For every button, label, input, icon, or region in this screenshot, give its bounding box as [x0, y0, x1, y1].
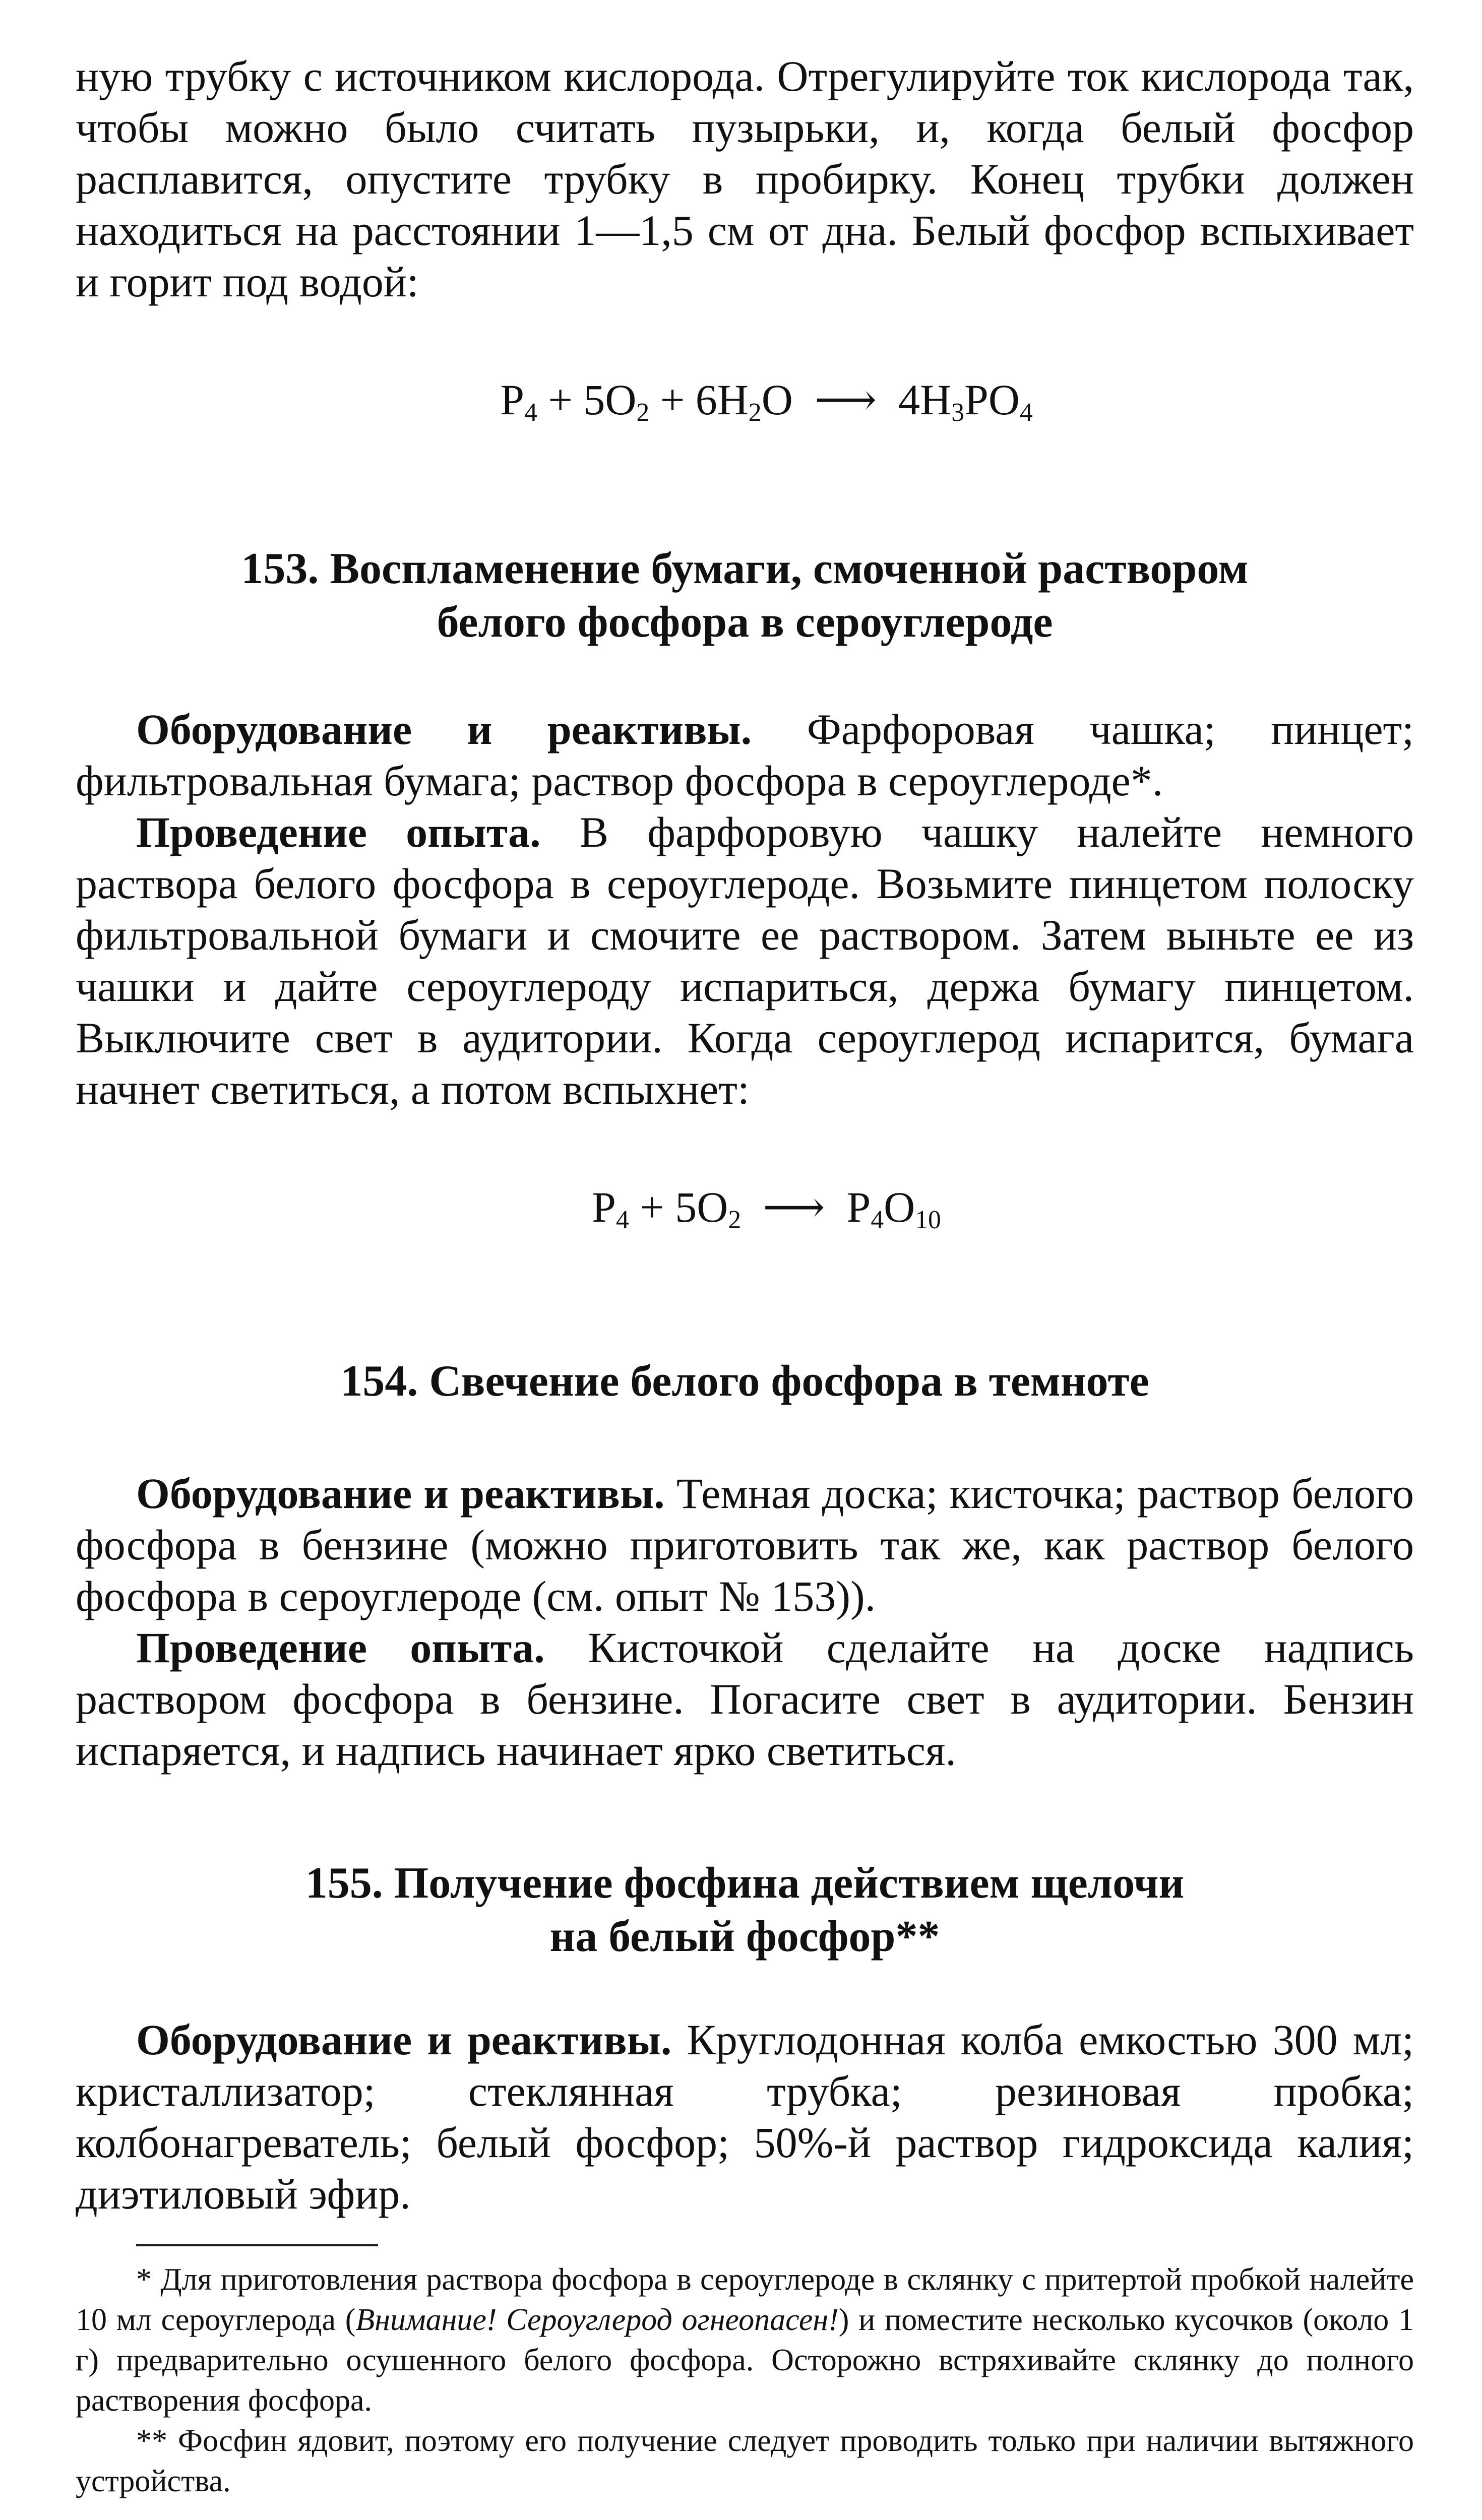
- procedure-label: Проведение опыта.: [136, 808, 541, 856]
- section-155-equipment: Оборудование и реактивы. Круглодонная колба емкостью 300 мл; кристаллизатор; стеклянная трубка; резиновая пробка; колбонагреватель; белый фосфор; 50%-й раствор гидроксида калия; диэтиловый эфир.: [76, 2015, 1414, 2218]
- section-155-title: 155. Получение фосфина действием щелочи на белый фосфор**: [305, 1859, 1185, 1961]
- section-154-title: 154. Свечение белого фосфора в темноте: [340, 1357, 1149, 1406]
- footnote-divider: [136, 2244, 378, 2246]
- section-154-equipment: Оборудование и реактивы. Темная доска; кисточка; раствор белого фосфора в бензине (можно приготовить так же, как раствор белого фосфора в сероуглероде (см. опыт № 153)).: [76, 1469, 1414, 1620]
- reaction-arrow-icon: ⟶: [741, 1183, 847, 1231]
- section-153-title: 153. Воспламенение бумаги, смоченной раствором белого фосфора в сероуглероде: [241, 544, 1249, 647]
- section-153-procedure: Проведение опыта. В фарфоровую чашку налейте немного раствора белого фосфора в сероуглероде. Возьмите пинцетом полоску фильтровальной бумаги и смочите ее раствором. Затем выньте ее из чашки и дайте сероуглероду испариться, держа бумагу пинцетом. Выключите свет в аудитории. Когда сероуглерод испарится, бумага начнет светиться, а потом вспыхнет:: [76, 808, 1414, 1113]
- equation-phosphorus-oxide: $P_4 + 5O_2$ ⟶ $P_4O_{10}$: [76, 1130, 1414, 1284]
- equation-phosphoric-acid: $P_4 + 5O_2 + 6H_2O$ ⟶ $4H_3PO_4$: [76, 323, 1414, 477]
- footnote-2: ** Фосфин ядовит, поэтому его получение следует проводить только при наличии вытяжного устройства.: [76, 2424, 1414, 2498]
- reaction-arrow-icon: ⟶: [792, 375, 899, 424]
- section-153-equipment: Оборудование и реактивы. Фарфоровая чашка; пинцет; фильтровальная бумага; раствор фосфора в сероуглероде*.: [76, 705, 1414, 805]
- procedure-label: Проведение опыта.: [136, 1623, 545, 1672]
- equipment-label: Оборудование и реактивы.: [136, 705, 752, 753]
- intro-paragraph: ную трубку с источником кислорода. Отрегулируйте ток кислорода так, чтобы можно было считать пузырьки, и, когда белый фосфор расплавится, опустите трубку в пробирку. Конец трубки должен находиться на расстоянии 1—1,5 см от дна. Белый фосфор вспыхивает и горит под водой:: [76, 52, 1414, 306]
- equipment-label: Оборудование и реактивы.: [136, 1469, 665, 1518]
- footnote-1: * Для приготовления раствора фосфора в сероуглероде в склянку с притертой пробкой налейте 10 мл сероуглерода (Внимание! Сероуглерод огнеопасен!) и поместите несколько кусочков (около 1 г) предварительно осушенного белого фосфора. Осторожно встряхивайте склянку до полного растворения фосфора.: [76, 2262, 1414, 2418]
- section-154-procedure: Проведение опыта. Кисточкой сделайте на доске надпись раствором фосфора в бензине. Погасите свет в аудитории. Бензин испаряется, и надпись начинает ярко светиться.: [76, 1623, 1414, 1775]
- equipment-label: Оборудование и реактивы.: [136, 2015, 672, 2064]
